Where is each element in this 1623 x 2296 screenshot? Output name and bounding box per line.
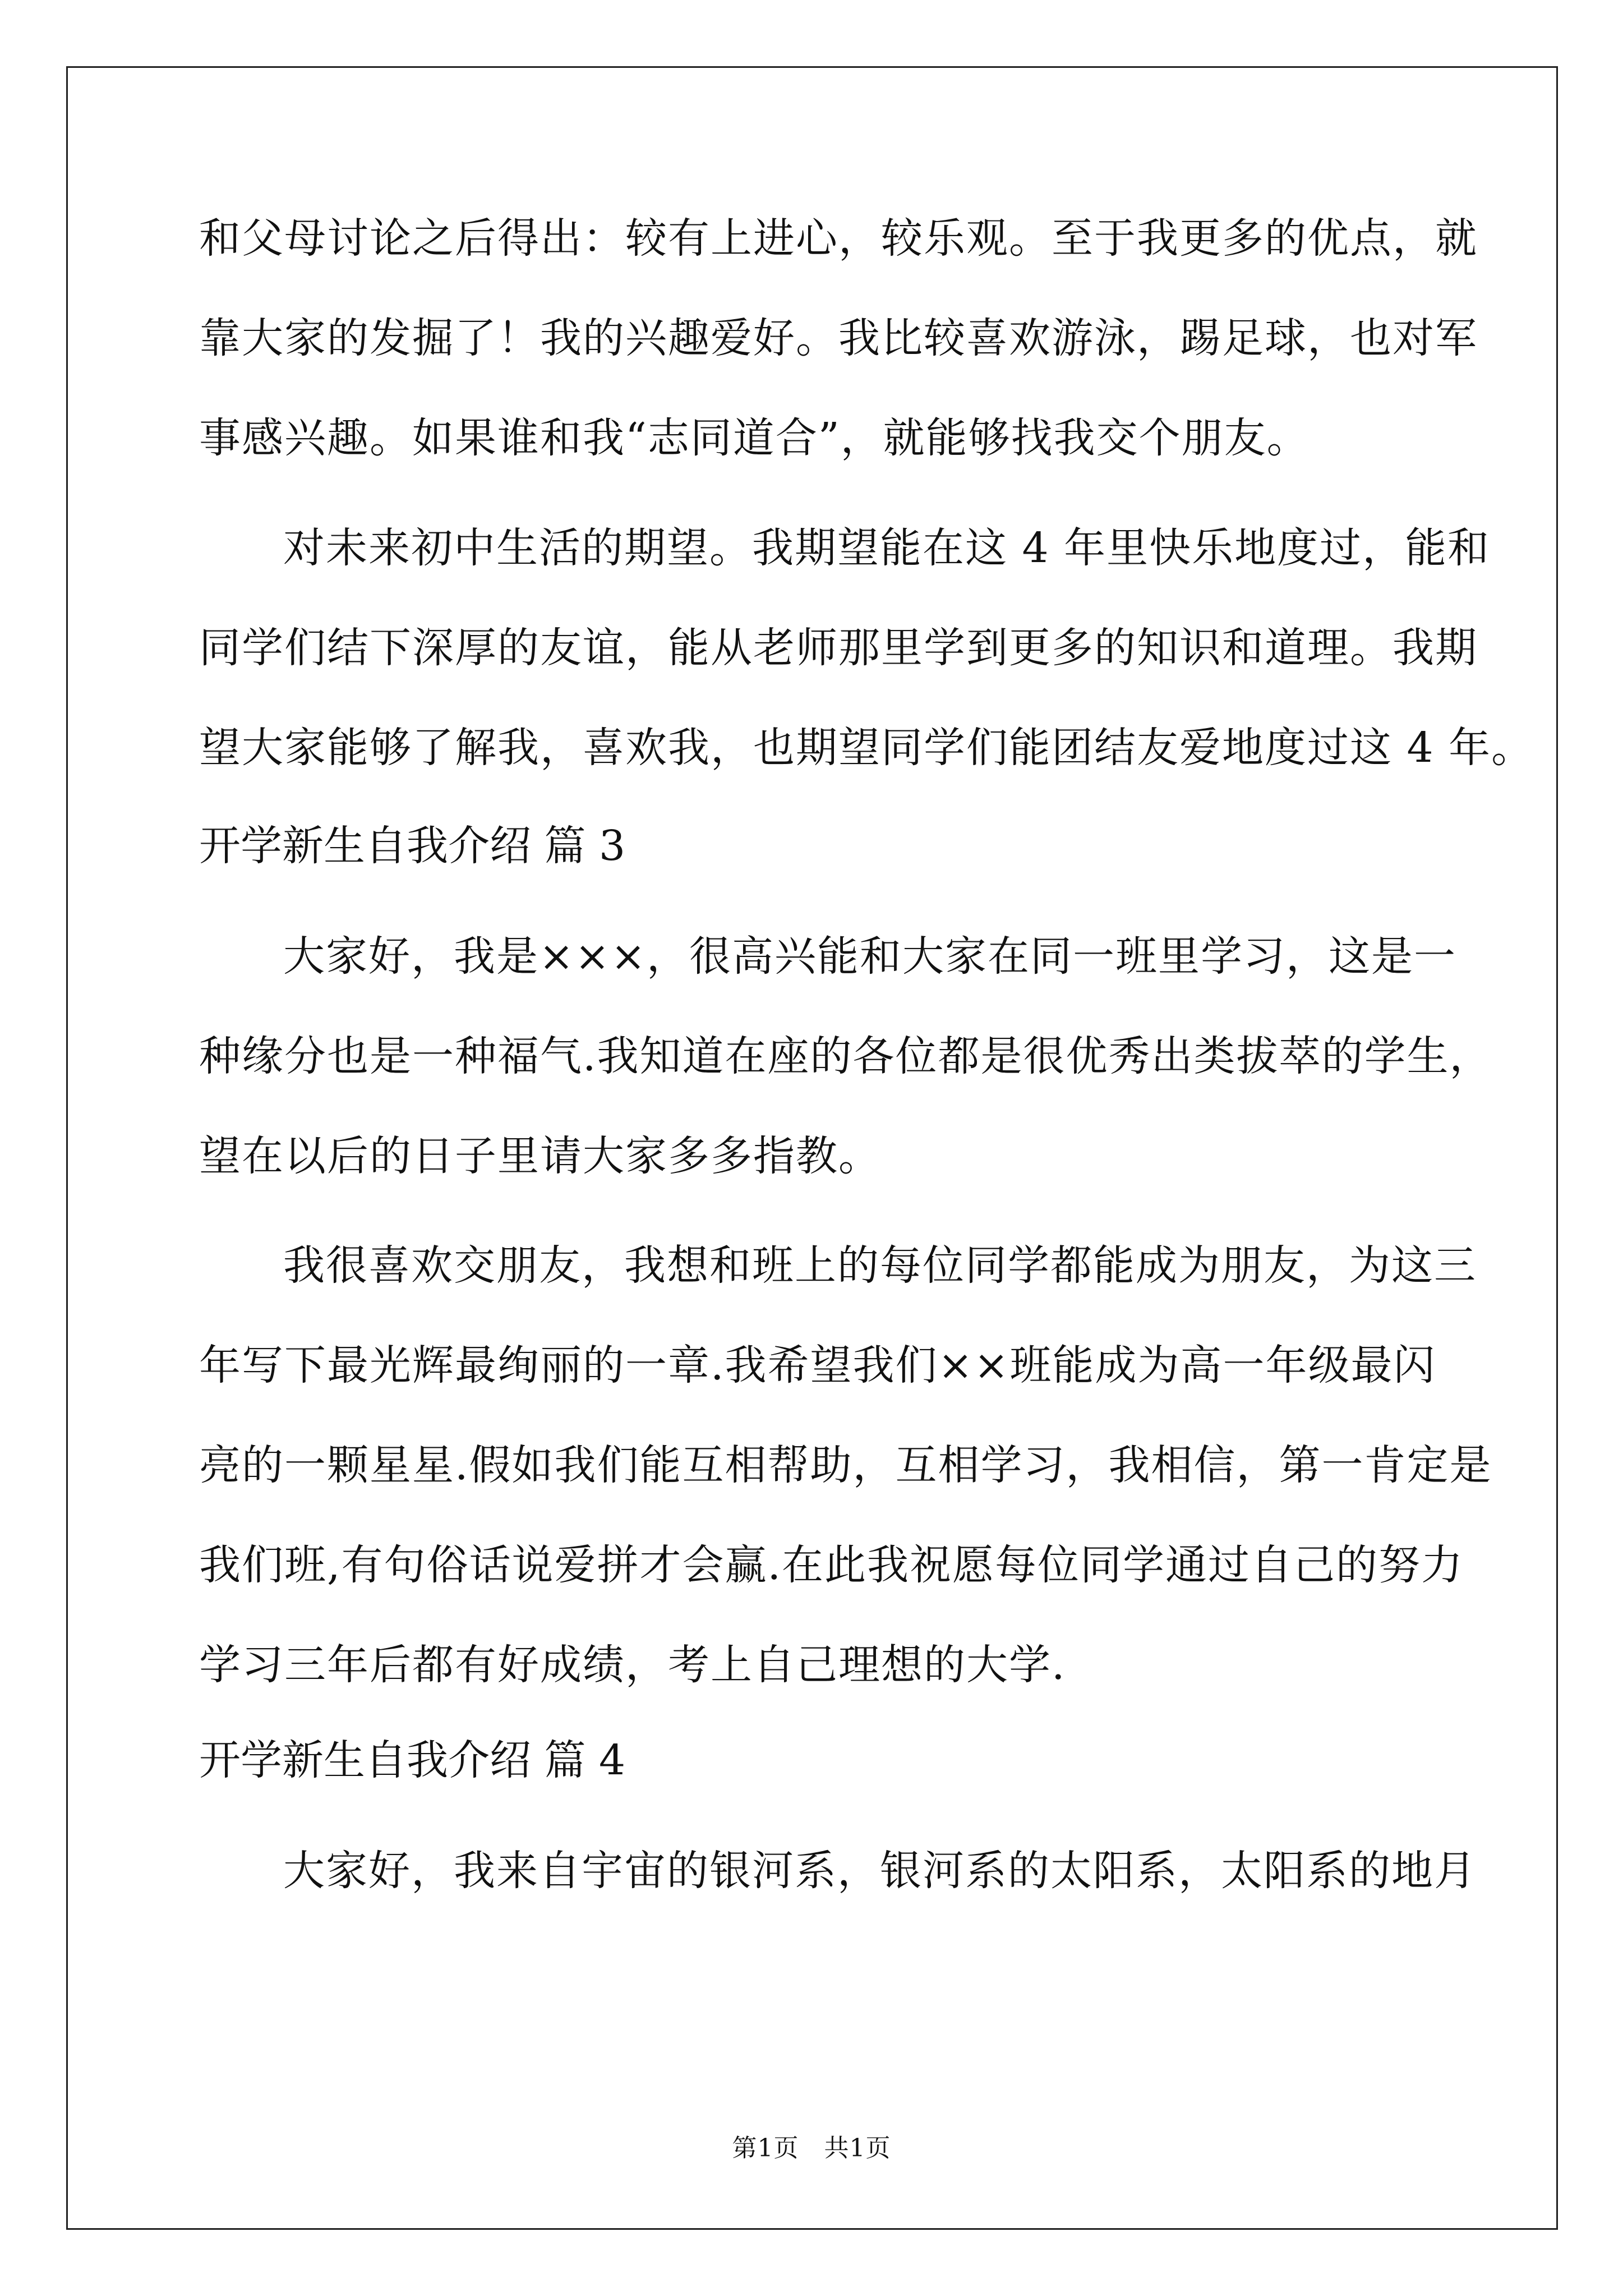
section-heading: 开学新生自我介绍 篇 4 xyxy=(199,1736,626,1784)
paragraph-line: 和父母讨论之后得出：较有上进心，较乐观。至于我更多的优点，就 xyxy=(199,214,1478,263)
paragraph-line: 事感兴趣。如果谁和我“志同道合”，就能够找我交个朋友。 xyxy=(199,414,1310,462)
paragraph-line: 望大家能够了解我，喜欢我，也期望同学们能团结友爱地度过这 4 年。 xyxy=(199,724,1534,772)
paragraph-line: 种缘分也是一种福气.我知道在座的各位都是很优秀出类拔萃的学生， xyxy=(199,1032,1492,1080)
paragraph-line: 我很喜欢交朋友，我想和班上的每位同学都能成为朋友，为这三 xyxy=(283,1241,1477,1290)
paragraph-line: 靠大家的发掘了！我的兴趣爱好。我比较喜欢游泳，踢足球，也对军 xyxy=(199,314,1478,362)
paragraph-line: 对未来初中生活的期望。我期望能在这 4 年里快乐地度过，能和 xyxy=(283,524,1491,572)
section-heading: 开学新生自我介绍 篇 3 xyxy=(199,822,626,870)
paragraph-line: 大家好，我来自宇宙的银河系，银河系的太阳系，太阳系的地月 xyxy=(283,1847,1477,1895)
paragraph-line: 大家好，我是×××，很高兴能和大家在同一班里学习，这是一 xyxy=(283,932,1457,981)
paragraph-line: 年写下最光辉最绚丽的一章.我希望我们××班能成为高一年级最闪 xyxy=(199,1341,1436,1389)
paragraph-line: 望在以后的日子里请大家多多指教。 xyxy=(199,1132,881,1180)
page-footer: 第1页 共1页 xyxy=(732,2134,891,2162)
paragraph-line: 同学们结下深厚的友谊，能从老师那里学到更多的知识和道理。我期 xyxy=(199,624,1478,672)
paragraph-line: 我们班,有句俗话说爱拼才会赢.在此我祝愿每位同学通过自己的努力 xyxy=(199,1541,1464,1589)
paragraph-line: 亮的一颗星星.假如我们能互相帮助，互相学习，我相信，第一肯定是 xyxy=(199,1441,1492,1489)
paragraph-line: 学习三年后都有好成绩，考上自己理想的大学. xyxy=(199,1641,1066,1689)
